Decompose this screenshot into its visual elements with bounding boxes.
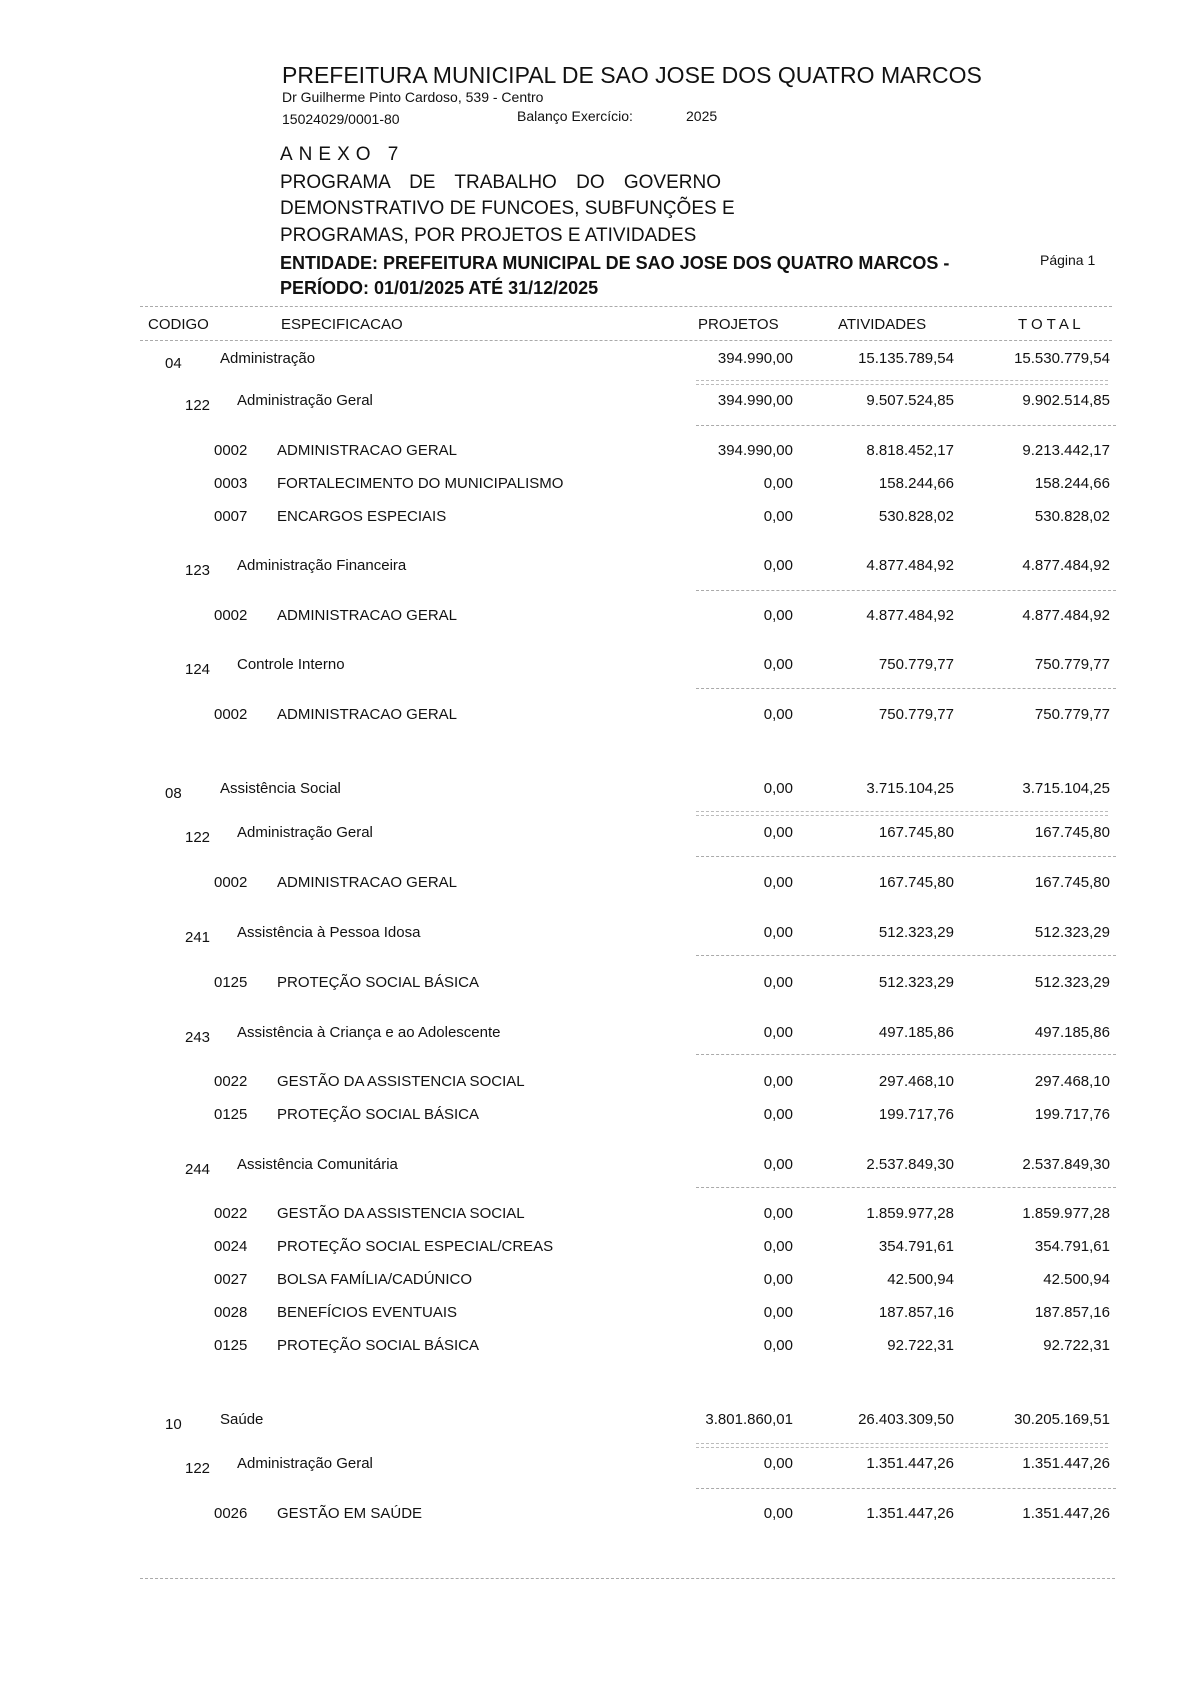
page-bottom-rule bbox=[140, 1578, 1115, 1579]
projects-value: 0,00 bbox=[763, 1304, 793, 1321]
subfunction-code: 122 bbox=[185, 1460, 211, 1477]
program-row bbox=[0, 1106, 1190, 1128]
program-code: 0003 bbox=[214, 475, 248, 492]
function-row bbox=[0, 780, 1190, 802]
function-total-rule bbox=[696, 380, 1108, 385]
projects-value: 0,00 bbox=[763, 1073, 793, 1090]
activities-value: 15.135.789,54 bbox=[858, 350, 954, 367]
subfunction-name: Assistência Comunitária bbox=[237, 1156, 398, 1173]
activities-value: 297.468,10 bbox=[878, 1073, 954, 1090]
projects-value: 3.801.860,01 bbox=[705, 1411, 793, 1428]
cnpj: 15024029/0001-80 bbox=[282, 111, 400, 127]
total-value: 30.205.169,51 bbox=[1014, 1411, 1110, 1428]
total-value: 3.715.104,25 bbox=[1022, 780, 1110, 797]
program-code: 0002 bbox=[214, 874, 248, 891]
total-value: 92.722,31 bbox=[1043, 1337, 1110, 1354]
activities-value: 199.717,76 bbox=[878, 1106, 954, 1123]
total-value: 42.500,94 bbox=[1043, 1271, 1110, 1288]
program-name: ADMINISTRACAO GERAL bbox=[277, 706, 458, 723]
activities-value: 1.351.447,26 bbox=[866, 1505, 954, 1522]
activities-value: 187.857,16 bbox=[878, 1304, 954, 1321]
projects-value: 0,00 bbox=[763, 824, 793, 841]
projects-value: 0,00 bbox=[763, 1156, 793, 1173]
program-line-3: PROGRAMAS, POR PROJETOS E ATIVIDADES bbox=[280, 225, 697, 246]
subfunction-name: Controle Interno bbox=[237, 656, 345, 673]
program-line-1: PROGRAMA DE TRABALHO DO GOVERNO bbox=[280, 172, 722, 193]
subfunction-row bbox=[0, 656, 1190, 678]
subfunction-name: Assistência à Pessoa Idosa bbox=[237, 924, 421, 941]
function-name: Saúde bbox=[220, 1411, 264, 1428]
program-code: 0125 bbox=[214, 974, 248, 991]
program-row bbox=[0, 1505, 1190, 1527]
program-name: GESTÃO EM SAÚDE bbox=[277, 1505, 423, 1522]
projects-value: 0,00 bbox=[763, 1455, 793, 1472]
subfunction-row bbox=[0, 1455, 1190, 1477]
subfunction-total-rule bbox=[696, 955, 1116, 956]
activities-value: 8.818.452,17 bbox=[866, 442, 954, 459]
subfunction-total-rule bbox=[696, 856, 1116, 857]
projects-value: 0,00 bbox=[763, 1238, 793, 1255]
total-value: 9.213.442,17 bbox=[1022, 442, 1110, 459]
projects-value: 0,00 bbox=[763, 974, 793, 991]
activities-value: 530.828,02 bbox=[878, 508, 954, 525]
function-row bbox=[0, 1411, 1190, 1433]
subfunction-name: Administração Geral bbox=[237, 392, 373, 409]
program-name: FORTALECIMENTO DO MUNICIPALISMO bbox=[277, 475, 564, 492]
subfunction-row bbox=[0, 1156, 1190, 1178]
program-name: ADMINISTRACAO GERAL bbox=[277, 442, 458, 459]
address: Dr Guilherme Pinto Cardoso, 539 - Centro bbox=[282, 89, 544, 105]
program-row bbox=[0, 706, 1190, 728]
function-row bbox=[0, 350, 1190, 372]
entity-label: ENTIDADE: PREFEITURA MUNICIPAL DE SAO JOSE DOS QUATRO MARCOS - bbox=[280, 253, 950, 273]
column-header-spec: ESPECIFICACAO bbox=[281, 316, 403, 333]
program-code: 0125 bbox=[214, 1337, 248, 1354]
program-row bbox=[0, 1238, 1190, 1260]
total-value: 15.530.779,54 bbox=[1014, 350, 1110, 367]
program-row bbox=[0, 607, 1190, 629]
activities-value: 750.779,77 bbox=[878, 656, 954, 673]
activities-value: 512.323,29 bbox=[878, 974, 954, 991]
program-name: PROTEÇÃO SOCIAL BÁSICA bbox=[277, 1106, 479, 1123]
projects-value: 0,00 bbox=[763, 874, 793, 891]
projects-value: 394.990,00 bbox=[717, 442, 793, 459]
total-value: 2.537.849,30 bbox=[1022, 1156, 1110, 1173]
column-header-activities: ATIVIDADES bbox=[838, 316, 927, 333]
activities-value: 497.185,86 bbox=[878, 1024, 954, 1041]
program-row bbox=[0, 874, 1190, 896]
subfunction-row bbox=[0, 392, 1190, 414]
program-code: 0022 bbox=[214, 1073, 248, 1090]
program-code: 0002 bbox=[214, 706, 248, 723]
projects-value: 0,00 bbox=[763, 924, 793, 941]
total-value: 4.877.484,92 bbox=[1022, 557, 1110, 574]
projects-value: 0,00 bbox=[763, 1205, 793, 1222]
total-value: 297.468,10 bbox=[1034, 1073, 1110, 1090]
activities-value: 167.745,80 bbox=[878, 824, 954, 841]
page-number: Página 1 bbox=[1040, 252, 1096, 268]
projects-value: 0,00 bbox=[763, 706, 793, 723]
program-name: ADMINISTRACAO GERAL bbox=[277, 874, 458, 891]
subfunction-row bbox=[0, 924, 1190, 946]
projects-value: 0,00 bbox=[763, 607, 793, 624]
total-value: 187.857,16 bbox=[1034, 1304, 1110, 1321]
subfunction-name: Assistência à Criança e ao Adolescente bbox=[237, 1024, 501, 1041]
activities-value: 2.537.849,30 bbox=[866, 1156, 954, 1173]
total-value: 158.244,66 bbox=[1034, 475, 1110, 492]
program-row bbox=[0, 1304, 1190, 1326]
program-name: PROTEÇÃO SOCIAL BÁSICA bbox=[277, 1337, 479, 1354]
total-value: 497.185,86 bbox=[1034, 1024, 1110, 1041]
function-total-rule bbox=[696, 1443, 1108, 1448]
program-code: 0002 bbox=[214, 607, 248, 624]
total-value: 354.791,61 bbox=[1034, 1238, 1110, 1255]
subfunction-code: 122 bbox=[185, 829, 211, 846]
program-row bbox=[0, 1073, 1190, 1095]
activities-value: 4.877.484,92 bbox=[866, 607, 954, 624]
program-line-2: DEMONSTRATIVO DE FUNCOES, SUBFUNÇÕES E bbox=[280, 198, 735, 219]
program-code: 0002 bbox=[214, 442, 248, 459]
program-name: BENEFÍCIOS EVENTUAIS bbox=[277, 1304, 458, 1321]
program-row bbox=[0, 1205, 1190, 1227]
projects-value: 0,00 bbox=[763, 1505, 793, 1522]
column-header-top-rule bbox=[140, 306, 1112, 307]
function-name: Administração bbox=[220, 350, 316, 367]
projects-value: 0,00 bbox=[763, 780, 793, 797]
program-code: 0022 bbox=[214, 1205, 248, 1222]
function-name: Assistência Social bbox=[220, 780, 341, 797]
subfunction-total-rule bbox=[696, 1187, 1116, 1188]
program-name: BOLSA FAMÍLIA/CADÚNICO bbox=[277, 1271, 473, 1288]
subfunction-name: Administração Geral bbox=[237, 824, 373, 841]
program-code: 0007 bbox=[214, 508, 248, 525]
program-row bbox=[0, 508, 1190, 530]
program-name: GESTÃO DA ASSISTENCIA SOCIAL bbox=[277, 1205, 525, 1222]
subfunction-row bbox=[0, 557, 1190, 579]
subfunction-total-rule bbox=[696, 1488, 1116, 1489]
projects-value: 0,00 bbox=[763, 557, 793, 574]
total-value: 530.828,02 bbox=[1034, 508, 1110, 525]
total-value: 199.717,76 bbox=[1034, 1106, 1110, 1123]
program-code: 0027 bbox=[214, 1271, 248, 1288]
program-name: ENCARGOS ESPECIAIS bbox=[277, 508, 447, 525]
projects-value: 0,00 bbox=[763, 1024, 793, 1041]
program-code: 0028 bbox=[214, 1304, 248, 1321]
subfunction-total-rule bbox=[696, 688, 1116, 689]
program-row bbox=[0, 1337, 1190, 1359]
activities-value: 9.507.524,85 bbox=[866, 392, 954, 409]
total-value: 9.902.514,85 bbox=[1022, 392, 1110, 409]
column-header-bottom-rule bbox=[140, 340, 1112, 341]
balance-label: Balanço Exercício: bbox=[517, 108, 633, 124]
subfunction-total-rule bbox=[696, 590, 1116, 591]
program-code: 0024 bbox=[214, 1238, 248, 1255]
activities-value: 4.877.484,92 bbox=[866, 557, 954, 574]
subfunction-code: 243 bbox=[185, 1029, 211, 1046]
activities-value: 167.745,80 bbox=[878, 874, 954, 891]
total-value: 167.745,80 bbox=[1034, 874, 1110, 891]
activities-value: 354.791,61 bbox=[878, 1238, 954, 1255]
activities-value: 512.323,29 bbox=[878, 924, 954, 941]
program-name: ADMINISTRACAO GERAL bbox=[277, 607, 458, 624]
total-value: 1.859.977,28 bbox=[1022, 1205, 1110, 1222]
column-header-code: CODIGO bbox=[148, 316, 209, 333]
total-value: 750.779,77 bbox=[1034, 656, 1110, 673]
total-value: 750.779,77 bbox=[1034, 706, 1110, 723]
total-value: 512.323,29 bbox=[1034, 924, 1110, 941]
subfunction-total-rule bbox=[696, 1054, 1116, 1055]
program-row bbox=[0, 442, 1190, 464]
program-code: 0125 bbox=[214, 1106, 248, 1123]
function-code: 10 bbox=[165, 1416, 182, 1433]
program-row bbox=[0, 475, 1190, 497]
annex-title: ANEXO 7 bbox=[280, 144, 405, 165]
balance-year: 2025 bbox=[686, 108, 718, 124]
subfunction-code: 241 bbox=[185, 929, 211, 946]
projects-value: 394.990,00 bbox=[717, 350, 793, 367]
total-value: 1.351.447,26 bbox=[1022, 1505, 1110, 1522]
total-value: 4.877.484,92 bbox=[1022, 607, 1110, 624]
program-row bbox=[0, 1271, 1190, 1293]
program-code: 0026 bbox=[214, 1505, 248, 1522]
column-header-projects: PROJETOS bbox=[698, 316, 779, 333]
projects-value: 0,00 bbox=[763, 1106, 793, 1123]
subfunction-name: Administração Financeira bbox=[237, 557, 407, 574]
report-title: PREFEITURA MUNICIPAL DE SAO JOSE DOS QUATRO MARCOS bbox=[282, 62, 982, 88]
total-value: 167.745,80 bbox=[1034, 824, 1110, 841]
total-value: 512.323,29 bbox=[1034, 974, 1110, 991]
subfunction-code: 123 bbox=[185, 562, 211, 579]
projects-value: 0,00 bbox=[763, 475, 793, 492]
activities-value: 92.722,31 bbox=[887, 1337, 954, 1354]
period-label: PERÍODO: 01/01/2025 ATÉ 31/12/2025 bbox=[280, 278, 599, 298]
subfunction-total-rule bbox=[696, 425, 1116, 426]
column-header-total: T O T A L bbox=[1018, 316, 1081, 333]
subfunction-row bbox=[0, 1024, 1190, 1046]
program-name: GESTÃO DA ASSISTENCIA SOCIAL bbox=[277, 1073, 525, 1090]
subfunction-name: Administração Geral bbox=[237, 1455, 373, 1472]
activities-value: 750.779,77 bbox=[878, 706, 954, 723]
function-code: 08 bbox=[165, 785, 182, 802]
program-name: PROTEÇÃO SOCIAL ESPECIAL/CREAS bbox=[277, 1238, 554, 1255]
activities-value: 1.859.977,28 bbox=[866, 1205, 954, 1222]
activities-value: 158.244,66 bbox=[878, 475, 954, 492]
subfunction-code: 122 bbox=[185, 397, 211, 414]
subfunction-code: 124 bbox=[185, 661, 211, 678]
projects-value: 0,00 bbox=[763, 508, 793, 525]
projects-value: 0,00 bbox=[763, 656, 793, 673]
projects-value: 0,00 bbox=[763, 1337, 793, 1354]
function-total-rule bbox=[696, 811, 1108, 816]
activities-value: 26.403.309,50 bbox=[858, 1411, 954, 1428]
total-value: 1.351.447,26 bbox=[1022, 1455, 1110, 1472]
subfunction-code: 244 bbox=[185, 1161, 211, 1178]
projects-value: 394.990,00 bbox=[717, 392, 793, 409]
subfunction-row bbox=[0, 824, 1190, 846]
program-row bbox=[0, 974, 1190, 996]
activities-value: 42.500,94 bbox=[887, 1271, 954, 1288]
projects-value: 0,00 bbox=[763, 1271, 793, 1288]
activities-value: 3.715.104,25 bbox=[866, 780, 954, 797]
activities-value: 1.351.447,26 bbox=[866, 1455, 954, 1472]
program-name: PROTEÇÃO SOCIAL BÁSICA bbox=[277, 974, 479, 991]
function-code: 04 bbox=[165, 355, 182, 372]
